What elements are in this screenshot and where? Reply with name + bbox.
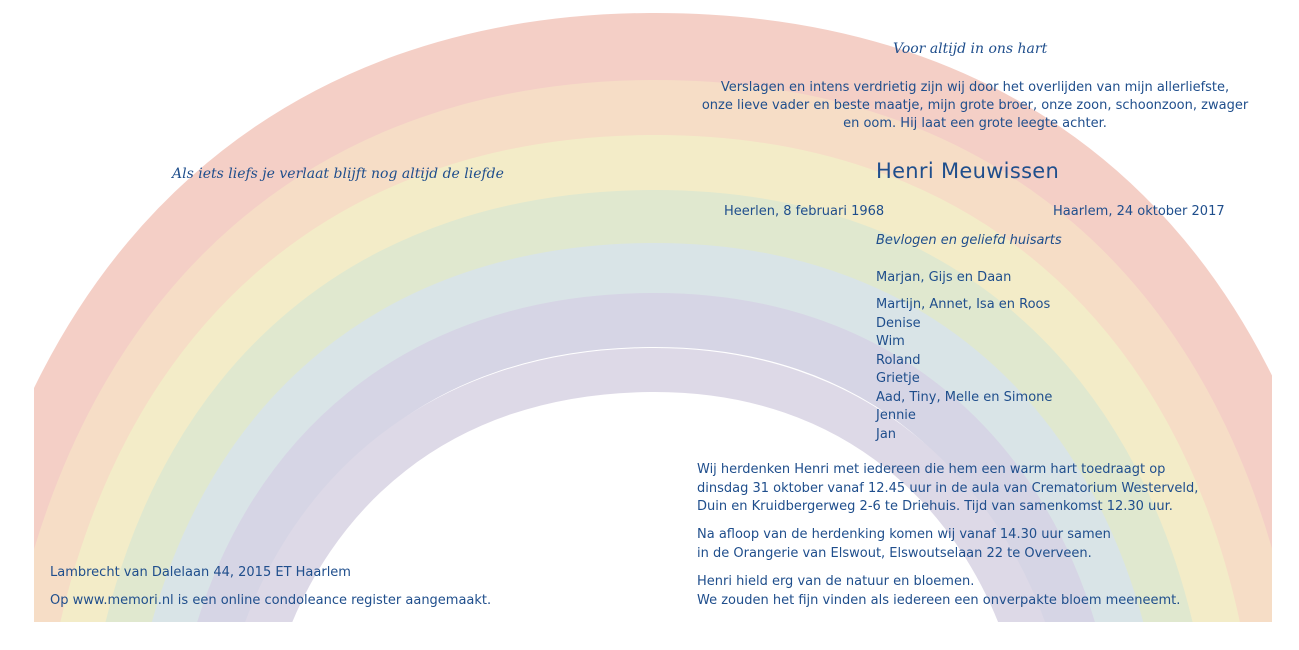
death-date: Haarlem, 24 oktober 2017 — [1053, 204, 1225, 219]
after-text — [697, 526, 1111, 563]
list-item: Aad, Tiny, Melle en Simone — [876, 389, 1053, 405]
list-item: Roland — [876, 352, 921, 368]
list-item: Denise — [876, 315, 921, 331]
tagline: Bevlogen en geliefd huisarts — [876, 233, 1062, 248]
after-line: in de Orangerie van Elswout, Elswoutselaan 22 te Overveen. — [697, 545, 1092, 561]
quote-left: Als iets liefs je verlaat blijft nog altijd de liefde — [172, 166, 504, 182]
list-item: Jan — [876, 426, 897, 442]
family-main: Marjan, Gijs en Daan — [876, 270, 1012, 285]
list-item: Martijn, Annet, Isa en Roos — [876, 297, 1051, 312]
intro-line: Verslagen en intens verdrietig zijn wij door het overlijden van mijn allerliefste, — [720, 80, 1230, 95]
list-item: Jennie — [876, 408, 916, 423]
list-item: Wim — [876, 334, 905, 349]
intro-text — [690, 79, 1260, 133]
deceased-name: Henri Meuwissen — [876, 159, 1060, 183]
birth-date: Heerlen, 8 februari 1968 — [724, 204, 885, 219]
intro-line: en oom. Hij laat een grote leegte achter. — [843, 116, 1107, 131]
ceremony-text — [697, 461, 1198, 517]
family-list — [876, 296, 1052, 444]
list-item: Grietje — [876, 371, 920, 386]
intro-line: onze lieve vader en beste maatje, mijn grote broer, onze zoon, schoonzoon, zwager — [701, 98, 1249, 113]
flowers-line: Henri hield erg van de natuur en bloemen. — [697, 574, 975, 589]
flowers-text — [697, 573, 1180, 610]
ceremony-line: dinsdag 31 oktober vanaf 12.45 uur in de aula van Crematorium Westerveld, — [697, 480, 1199, 496]
motto-top: Voor altijd in ons hart — [893, 41, 1048, 57]
ceremony-line: Wij herdenken Henri met iedereen die hem een warm hart toedraagt op — [697, 462, 1166, 477]
ceremony-line: Duin en Kruidbergerweg 2-6 te Driehuis. Tijd van samenkomst 12.30 uur. — [697, 499, 1173, 514]
flowers-line: We zouden het fijn vinden als iedereen een onverpakte bloem meeneemt. — [697, 592, 1181, 608]
condolence-note: Op www.memori.nl is een online condoleance register aangemaakt. — [50, 593, 492, 608]
after-line: Na afloop van de herdenking komen wij vanaf 14.30 uur samen — [697, 527, 1111, 542]
address: Lambrecht van Dalelaan 44, 2015 ET Haarlem — [50, 565, 351, 580]
